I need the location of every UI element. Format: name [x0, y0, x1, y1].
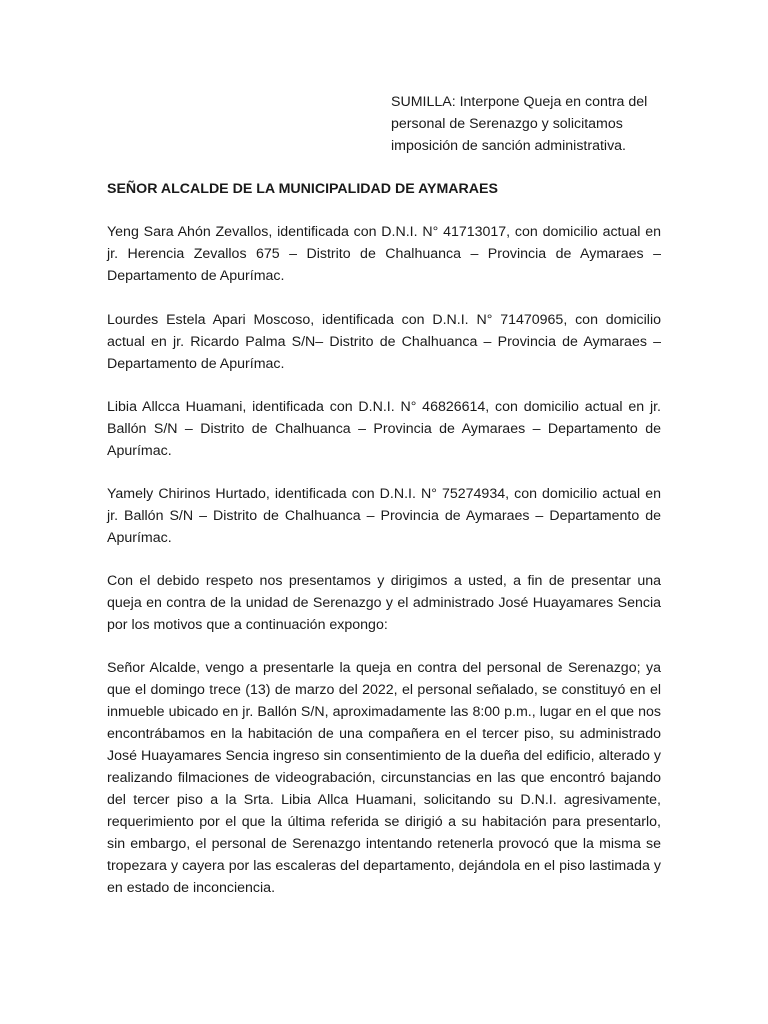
paragraph-introduction: Con el debido respeto nos presentamos y dirigimos a usted, a fin de presentar una queja en contra de la unidad de Serenazgo y el administrado José Huayamares Sencia por los motivos que a continuación expongo:: [107, 573, 661, 633]
paragraph-complainant-2: Lourdes Estela Apari Moscoso, identificada con D.N.I. N° 71470965, con domicilio actual en jr. Ricardo Palma S/N– Distrito de Chalhuanca – Provincia de Aymaraes – Departamento de Apurímac.: [107, 312, 661, 372]
paragraph-facts: Señor Alcalde, vengo a presentarle la queja en contra del personal de Serenazgo; ya que el domingo trece (13) de marzo del 2022, el personal señalado, se constituyó en el inmueble ubicado en jr. Ballón S/N, aproximadamente las 8:00 p.m., lugar en el que nos encontrábamos en la habitación de una compañera en el tercer piso, su administrado José Huayamares Sencia ingreso sin consentimiento de la dueña del edificio, alterado y realizando filmaciones de videograbación, circunstancias en las que encontró bajando del tercer piso a la Srta. Libia Allca Huamani, solicitando su D.N.I. agresivamente, requerimiento por el que la última referida se dirigió a su habitación para presentarlo, sin embargo, el personal de Serenazgo intentando retenerla provocó que la misma se tropezara y cayera por las escaleras del departamento, dejándola en el piso lastimada y en estado de inconciencia.: [107, 660, 661, 896]
paragraph-complainant-3: Libia Allcca Huamani, identificada con D.N.I. N° 46826614, con domicilio actual en jr. Ballón S/N – Distrito de Chalhuanca – Provincia de Aymaraes – Departamento de Apurímac.: [107, 399, 661, 459]
sumilla-text: SUMILLA: Interpone Queja en contra del personal de Serenazgo y solicitamos imposición de sanción administrativa.: [391, 94, 648, 154]
addressee-heading: SEÑOR ALCALDE DE LA MUNICIPALIDAD DE AYMARAES: [107, 181, 498, 197]
paragraph-complainant-1: Yeng Sara Ahón Zevallos, identificada con D.N.I. N° 41713017, con domicilio actual en jr. Herencia Zevallos 675 – Distrito de Chalhuanca – Provincia de Aymaraes – Departamento de Apurímac.: [107, 224, 661, 284]
paragraph-complainant-4: Yamely Chirinos Hurtado, identificada con D.N.I. N° 75274934, con domicilio actual en jr. Ballón S/N – Distrito de Chalhuanca – Provincia de Aymaraes – Departamento de Apurímac.: [107, 486, 661, 546]
